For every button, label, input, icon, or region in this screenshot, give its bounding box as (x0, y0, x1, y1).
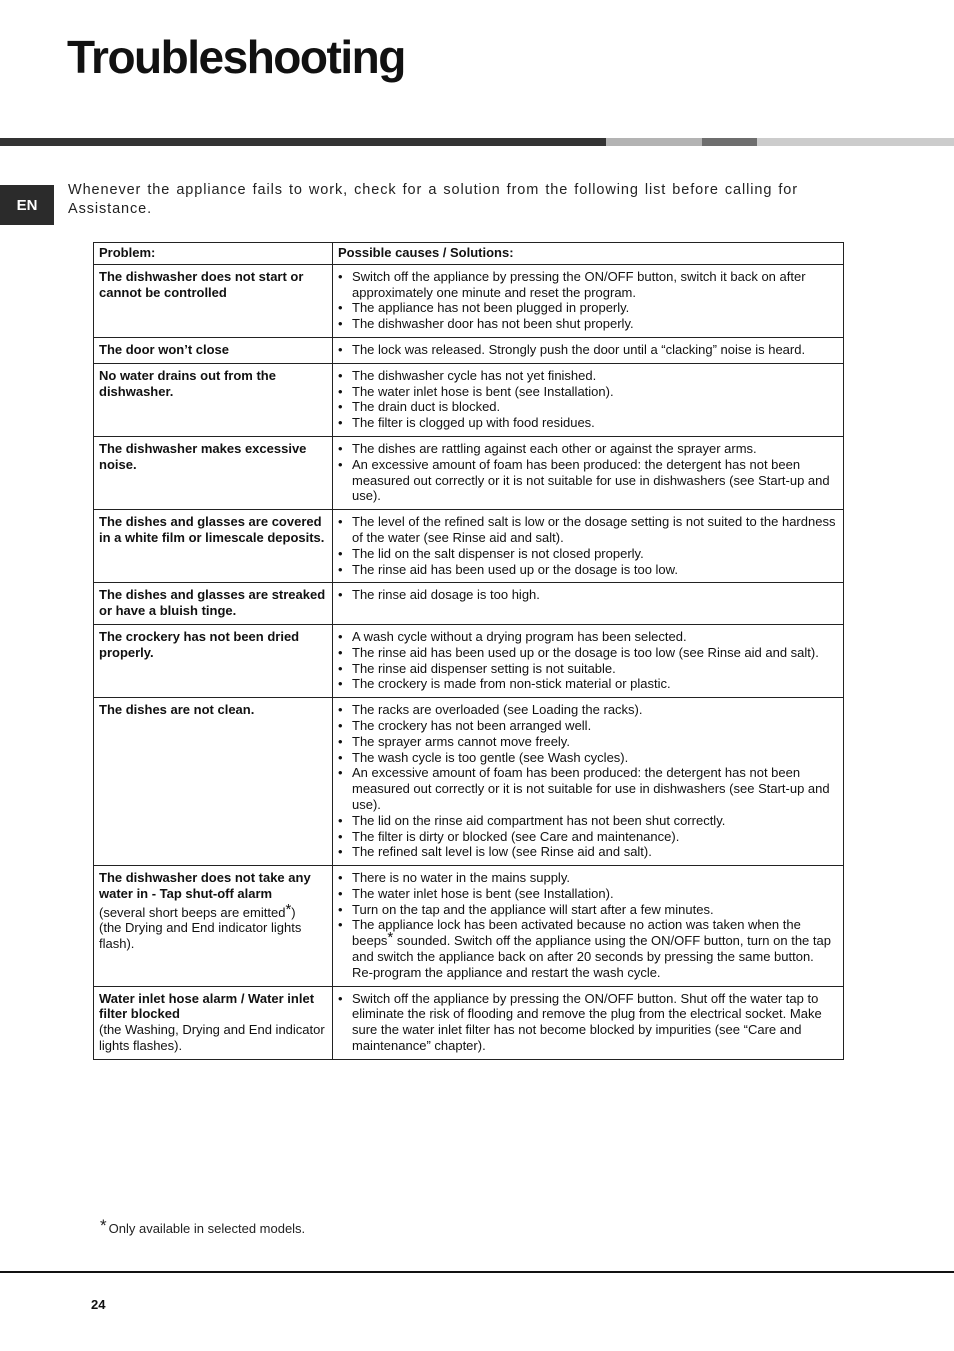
solutions-list (338, 269, 837, 332)
solutions-cell (333, 624, 844, 697)
problem-note (99, 900, 326, 921)
solution-item: • The level of the refined salt is low or the dosage setting is not suited to the hardness of the water (see Rinse aid and salt). (338, 514, 837, 546)
problem-text: The door won’t close (99, 341, 230, 357)
solutions-cell (333, 510, 844, 583)
problem-cell (94, 698, 333, 866)
asterisk-mark: * (285, 900, 292, 918)
solutions-list (338, 702, 837, 860)
problem-text: The dishwasher does not start or cannot be controlled (99, 268, 304, 300)
troubleshooting-table (93, 242, 844, 1060)
solutions-list (338, 368, 837, 431)
solution-item: • Switch off the appliance by pressing the ON/OFF button. Shut off the water tap to eliminate the risk of flooding and remove the plug from the electrical socket. Make sure the water inlet filter has not become blocked by impurities (see “Care and maintenance” chapter). (338, 991, 837, 1054)
solutions-cell (333, 698, 844, 866)
problem-cell (94, 986, 333, 1059)
page-title: Troubleshooting (67, 31, 405, 83)
problem-text: The dishes are not clean. (99, 702, 255, 718)
solution-item: • The dishes are rattling against each other or against the sprayer arms. (338, 441, 837, 457)
table-header-row (94, 243, 844, 265)
table-row (94, 624, 844, 697)
table-row (94, 510, 844, 583)
solution-item: • The lock was released. Strongly push the door until a “clacking” noise is heard. (338, 342, 837, 358)
intro-paragraph: Whenever the appliance fails to work, check for a solution from the following list before calling for Assistance. (68, 182, 798, 217)
solution-item: • An excessive amount of foam has been produced: the detergent has not been measured out correctly or it is not suitable for use in dishwashers (see Start-up and use). (338, 765, 837, 812)
solution-item: • The wash cycle is too gentle (see Wash cycles). (338, 750, 837, 766)
table-row (94, 264, 844, 337)
solution-item: • The rinse aid has been used up or the dosage is too low (see Rinse aid and salt). (338, 645, 837, 661)
table-row (94, 436, 844, 509)
problem-text: The dishwasher does not take any water in - Tap shut-off alarm (99, 870, 311, 901)
page-number: 24 (91, 1297, 106, 1312)
solution-item: • The lid on the rinse aid compartment has not been shut correctly. (338, 813, 837, 829)
solution-item: • The appliance has not been plugged in properly. (338, 300, 837, 316)
solution-item: • Turn on the tap and the appliance will start after a few minutes. (338, 902, 837, 918)
solutions-cell (333, 866, 844, 987)
solutions-cell (333, 583, 844, 625)
solution-text: The appliance lock has been activated because no action was taken when the beeps (352, 917, 801, 949)
footnote-text: Only available in selected models. (108, 1221, 306, 1236)
footnote-star: * (100, 1216, 107, 1235)
solutions-cell (333, 363, 844, 436)
problem-text: The dishes and glasses are streaked or have a bluish tinge. (99, 587, 326, 619)
solutions-cell (333, 436, 844, 509)
header-problem: Problem: (94, 243, 333, 265)
solution-item: • The filter is dirty or blocked (see Care and maintenance). (338, 829, 837, 845)
table-row (94, 698, 844, 866)
problem-cell (94, 363, 333, 436)
solutions-list (338, 870, 837, 981)
problem-note-text: (several short beeps are emitted (99, 904, 286, 920)
solutions-cell (333, 337, 844, 363)
solution-item: • A wash cycle without a drying program has been selected. (338, 629, 837, 645)
header-solutions: Possible causes / Solutions: (333, 243, 844, 265)
solution-item: • The dishwasher door has not been shut properly. (338, 316, 837, 332)
solution-item: • Switch off the appliance by pressing the ON/OFF button, switch it back on after approximately one minute and reset the program. (338, 269, 837, 301)
solutions-list (338, 991, 837, 1054)
footer-rule (0, 1271, 954, 1273)
problem-cell (94, 337, 333, 363)
solution-item: • The drain duct is blocked. (338, 399, 837, 415)
header-rule-light (606, 138, 702, 146)
solutions-list (338, 629, 837, 692)
problem-text: The dishwasher makes excessive noise. (99, 440, 307, 472)
solution-text: sounded. Switch off the appliance using the ON/OFF button, turn on the tap and switch the appliance back on after 20 seconds by pressing the same button. Re-program the appliance and restart the wash cycle. (352, 933, 831, 980)
problem-text: The dishes and glasses are covered in a white film or limescale deposits. (99, 514, 325, 545)
table-row (94, 363, 844, 436)
solution-item: • The lid on the salt dispenser is not closed properly. (338, 546, 837, 562)
solution-item (338, 917, 837, 980)
solution-item: • The rinse aid has been used up or the dosage is too low. (338, 562, 837, 578)
solution-item: • The racks are overloaded (see Loading the racks). (338, 702, 837, 718)
solutions-list (338, 514, 837, 577)
problem-cell (94, 264, 333, 337)
header-rule-pale (757, 138, 954, 146)
solution-item: • The rinse aid dosage is too high. (338, 587, 837, 603)
header-rule-mid (702, 138, 757, 146)
problem-note-close: ) (291, 904, 296, 920)
solution-item: • There is no water in the mains supply. (338, 870, 837, 886)
solution-item: • The crockery is made from non-stick material or plastic. (338, 676, 837, 692)
problem-note: (the Washing, Drying and End indicator lights flashes). (99, 1022, 325, 1054)
table-row (94, 866, 844, 987)
solutions-list (338, 342, 837, 358)
problem-cell (94, 510, 333, 583)
solutions-cell (333, 264, 844, 337)
solution-item: • The rinse aid dispenser setting is not suitable. (338, 661, 837, 677)
solutions-list (338, 441, 837, 504)
problem-text: The crockery has not been dried properly. (99, 628, 300, 660)
solution-item: • The water inlet hose is bent (see Installation). (338, 886, 837, 902)
table-row (94, 583, 844, 625)
solution-item: • The sprayer arms cannot move freely. (338, 734, 837, 750)
solution-item: • The refined salt level is low (see Rinse aid and salt). (338, 844, 837, 860)
problem-note-lights: (the Drying and End indicator lights flash). (99, 920, 302, 952)
language-tab: EN (0, 185, 54, 225)
solution-item: • The water inlet hose is bent (see Installation). (338, 384, 837, 400)
problem-cell (94, 583, 333, 625)
table-row (94, 986, 844, 1059)
problem-text: No water drains out from the dishwasher. (99, 367, 276, 399)
problem-cell (94, 866, 333, 987)
solutions-list (338, 587, 837, 603)
problem-cell (94, 436, 333, 509)
footnote (100, 1216, 305, 1236)
header-rule-dark (0, 138, 606, 146)
problem-cell (94, 624, 333, 697)
asterisk-mark: * (387, 929, 394, 947)
solution-item: • The dishwasher cycle has not yet finished. (338, 368, 837, 384)
problem-text: Water inlet hose alarm / Water inlet filter blocked (99, 990, 315, 1022)
table-row (94, 337, 844, 363)
solution-item: • The crockery has not been arranged well. (338, 718, 837, 734)
solutions-cell (333, 986, 844, 1059)
solution-item: • The filter is clogged up with food residues. (338, 415, 837, 431)
solution-item: • An excessive amount of foam has been produced: the detergent has not been measured out correctly or it is not suitable for use in dishwashers (see Start-up and use). (338, 457, 837, 504)
